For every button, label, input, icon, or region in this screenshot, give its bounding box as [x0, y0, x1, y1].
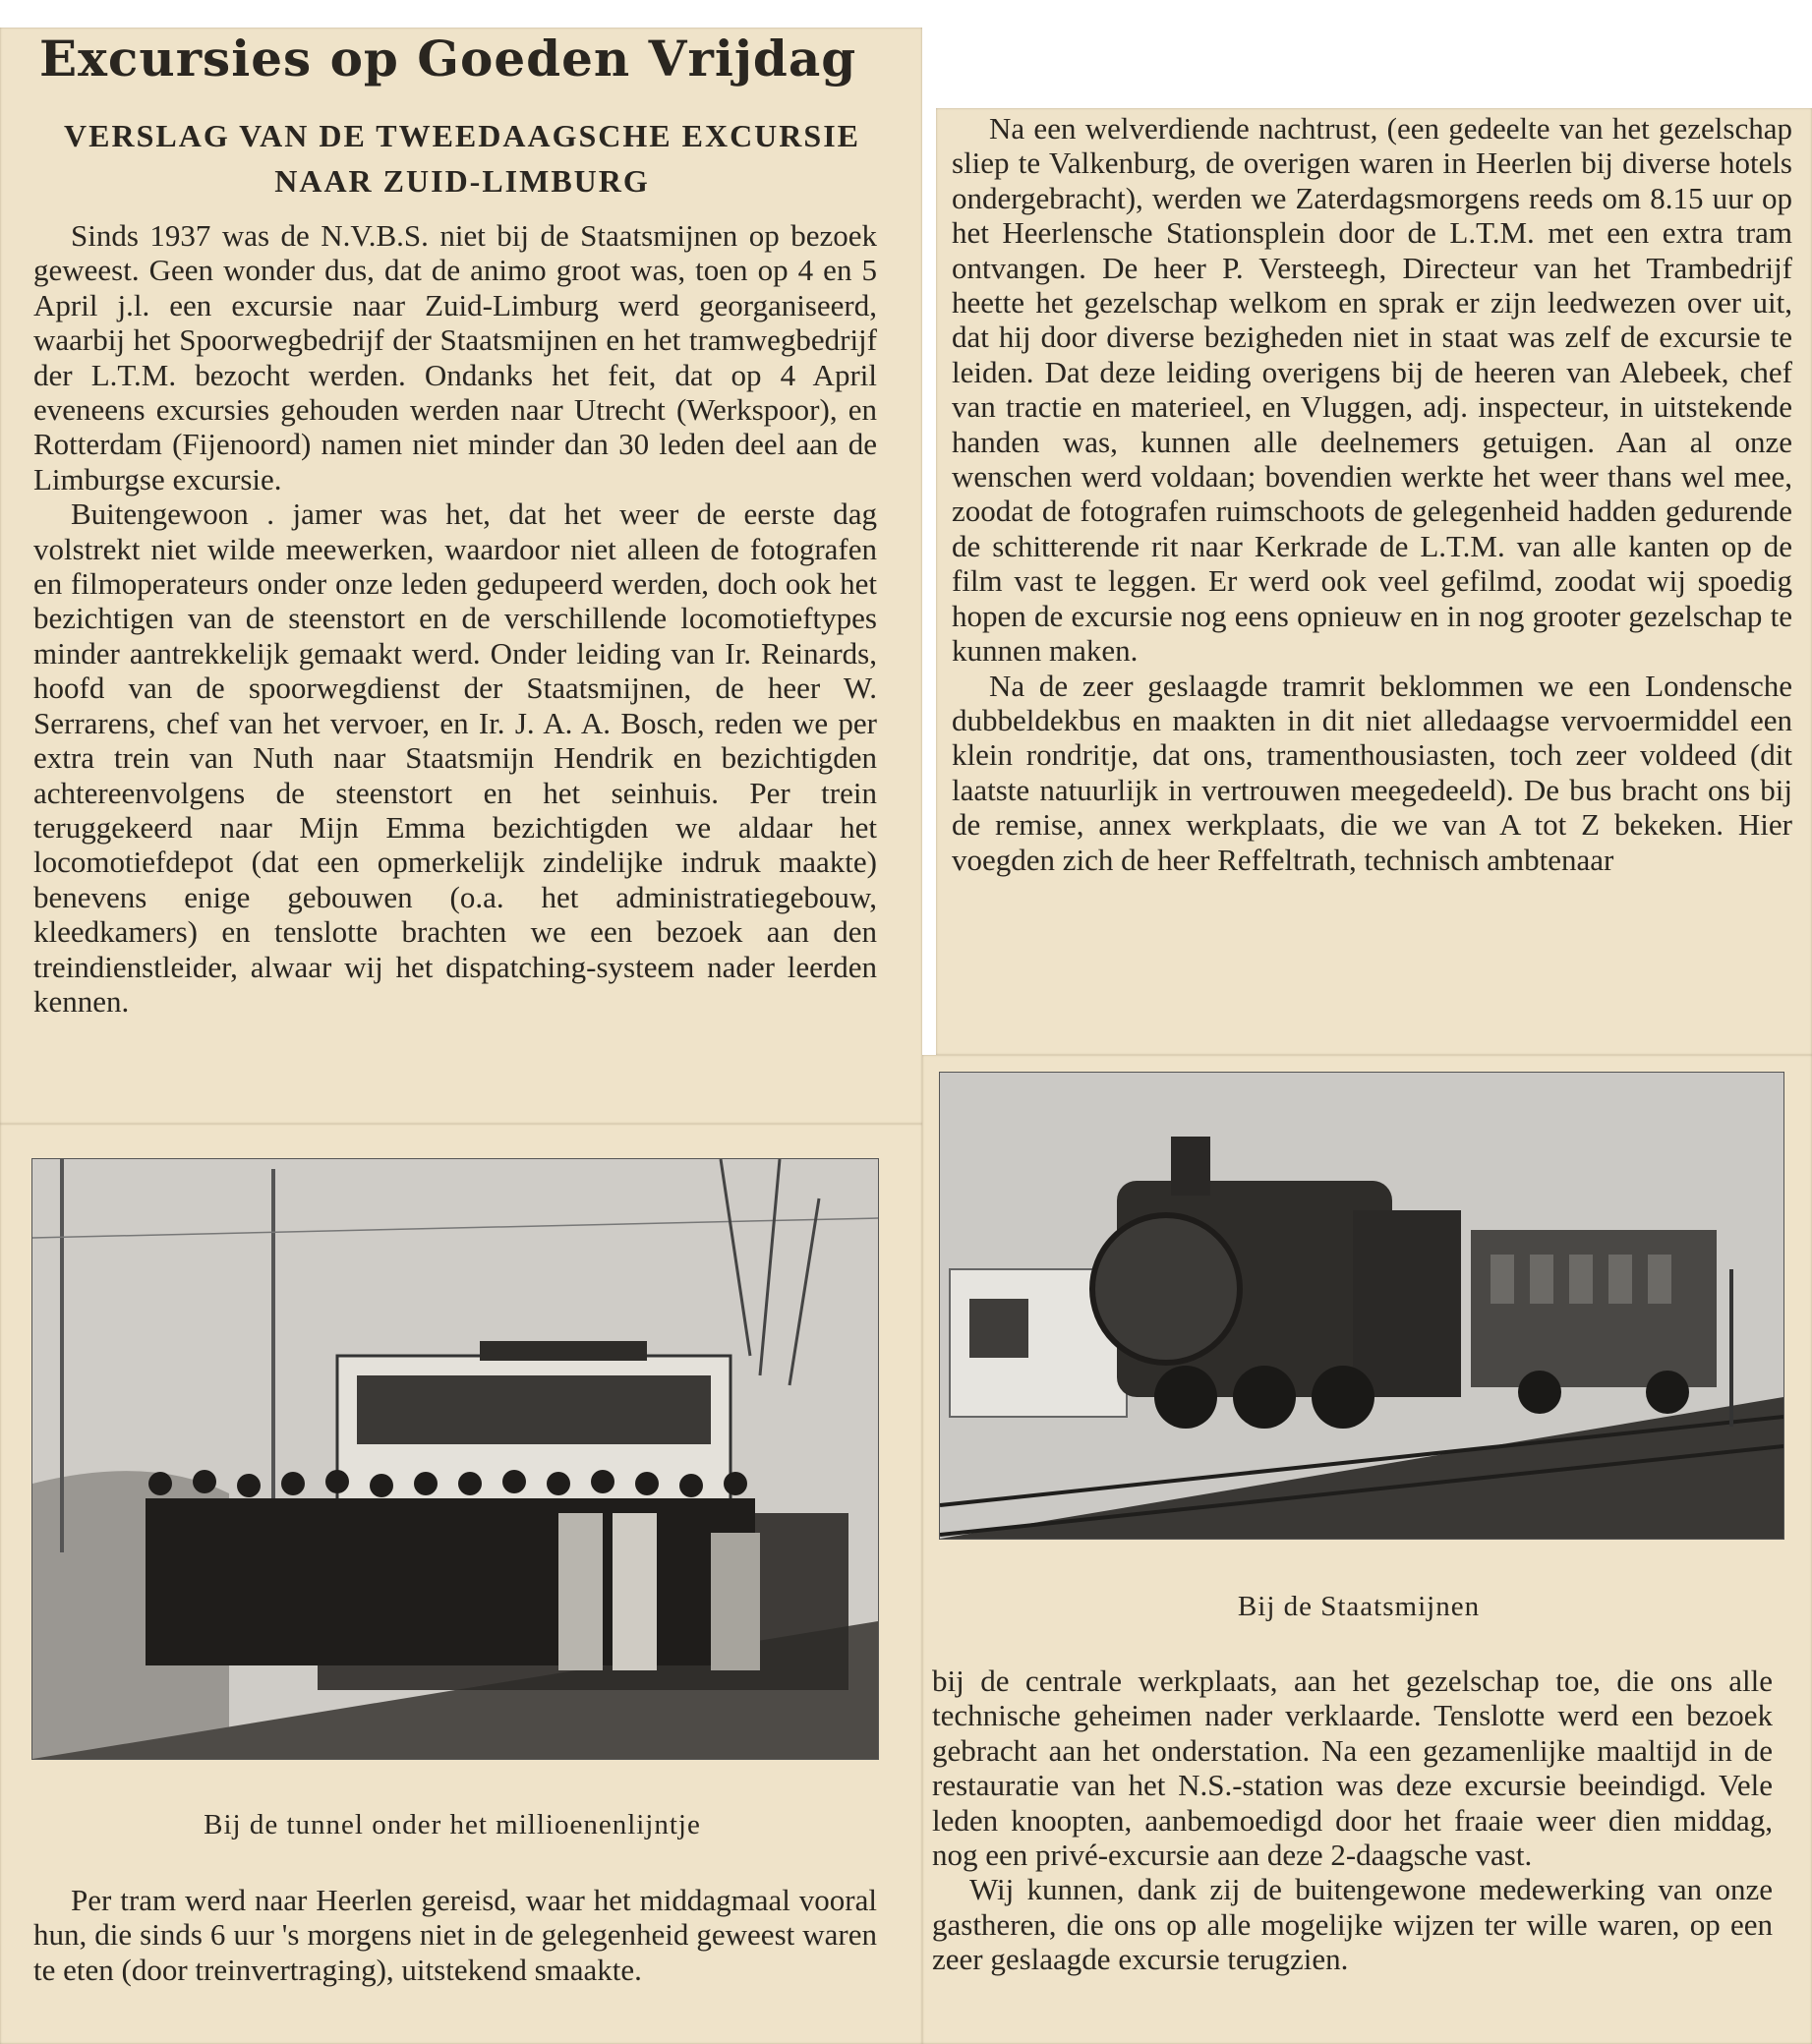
left-bottom-text	[33, 1883, 877, 1987]
right-bottom-text	[932, 1664, 1773, 1977]
paragraph: Sinds 1937 was de N.V.B.S. niet bij de Staatsmijnen op bezoek geweest. Geen wonder dus, dat de animo groot was, toen op 4 en 5 April j.l. een excursie naar Zuid-Limburg werd georganiseerd, waarbij het Spoorwegbedrijf der Staatsmijnen en het tramwegbedrijf der L.T.M. bezocht werden. Ondanks het feit, dat op 4 April eveneens excursies gehouden werden naar Utrecht (Werkspoor), en Rotterdam (Fijenoord) namen niet minder dan 30 leden deel aan de Limburgse excursie.	[33, 218, 877, 496]
paragraph: bij de centrale werkplaats, aan het gezelschap toe, die ons alle technische geheimen nader verklaarde. Tenslotte werd een bezoek gebracht aan het onderstation. Na een gezamenlijke maaltijd in de restauratie van het N.S.-station was deze excursie beeindigd. Vele leden knoopten, aanbemoedigd door het fraaie weer dien middag, nog een privé-excursie aan deze 2-daagsche vast.	[932, 1664, 1773, 1873]
right-column-text	[952, 111, 1792, 877]
photo-caption-tunnel: Bij de tunnel onder het millioenenlijntje	[204, 1809, 701, 1840]
left-column-text	[33, 218, 877, 1019]
paragraph: Wij kunnen, dank zij de buitengewone medewerking van onze gastheren, die ons op alle mogelijke wijzen ter wille waren, op een zeer geslaagde excursie terugzien.	[932, 1872, 1773, 1977]
paragraph: Na de zeer geslaagde tramrit beklommen we een Londensche dubbeldekbus en maakten in dit niet alledaagse vervoermiddel een klein rondritje, dat ons, tramenthousiasten, toch zeer voldeed (dit laatste natuurlijk in vertrouwen meegedeeld). De bus bracht ons bij de remise, annex werkplaats, die we van A tot Z bekeken. Hier voegden zich de heer Reffeltrath, technisch ambtenaar	[952, 668, 1792, 877]
tram-group-photo	[31, 1158, 879, 1760]
photo-caption-staatsmijnen: Bij de Staatsmijnen	[1237, 1591, 1481, 1622]
paragraph: Buitengewoon . jamer was het, dat het weer de eerste dag volstrekt niet wilde meewerken, waardoor niet alleen de fotografen en filmoperateurs onder onze leden gedupeerd werden, doch ook het bezichtigen van de steenstort en de verschillende locomotieftypes minder aantrekkelijk gemaakt werd. Onder leiding van Ir. Reinards, hoofd van de spoorwegdienst der Staatsmijnen, de heer W. Serrarens, chef van het vervoer, en Ir. J. A. A. Bosch, reden we per extra trein van Nuth naar Staatsmijn Hendrik en bezichtigden achtereenvolgens de steenstort en het seinhuis. Per trein teruggekeerd naar Mijn Emma bezichtigden we aldaar het locomotiefdepot (dat een opmerkelijk zindelijke indruk maakte) benevens enige gebouwen (o.a. het administratiegebouw, kleedkamers) en tenslotte brachten we een bezoek aan den treindienstleider, alwaar wij het dispatching-systeem nader leerden kennen.	[33, 496, 877, 1019]
paragraph: Per tram werd naar Heerlen gereisd, waar het middagmaal vooral hun, die sinds 6 uur 's morgens niet in de gelegenheid geweest waren te eten (door treinvertraging), uitstekend smaakte.	[33, 1883, 877, 1987]
paragraph: Na een welverdiende nachtrust, (een gedeelte van het gezelschap sliep te Valkenburg, de overigen waren in Heerlen bij diverse hotels ondergebracht), werden we Zaterdagsmorgens reeds om 8.15 uur op het Heerlensche Stationsplein door de L.T.M. met een extra tram ontvangen. De heer P. Versteegh, Directeur van het Trambedrijf heette het gezelschap welkom en sprak er zijn leedwezen over uit, dat hij door diverse bezigheden niet in staat was zelf de excursie te leiden. Dat deze leiding overigens bij de heeren van Alebeek, chef van tractie en materieel, en Vluggen, adj. inspecteur, in uitstekende handen was, kunnen alle deelnemers getuigen. Aan al onze wenschen werd voldaan; bovendien werkte het weer thans wel mee, zoodat de fotografen ruimschoots de gelegenheid hadden gedurende de schitterende rit naar Kerkrade de L.T.M. van alle kanten op de film vast te leggen. Er werd ook veel gefilmd, zoodat wij spoedig hopen de excursie nog eens opnieuw en in nog grooter gezelschap te kunnen maken.	[952, 111, 1792, 669]
article-subtitle: VERSLAG VAN DE TWEEDAAGSCHE EXCURSIE NAAR ZUID-LIMBURG	[64, 118, 860, 199]
article-title: Excursies op Goeden Vrijdag	[39, 29, 857, 88]
locomotive-photo	[939, 1072, 1784, 1540]
